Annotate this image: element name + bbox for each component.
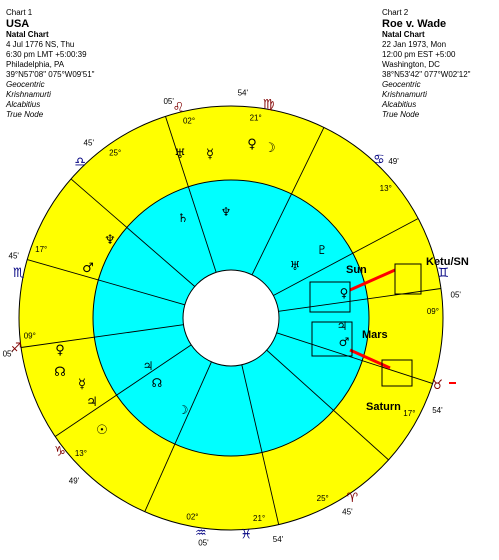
cusp-minute-label: 54' bbox=[237, 88, 249, 98]
planet-icon: ♇ bbox=[316, 243, 328, 257]
planet-icon: ♅ bbox=[174, 147, 186, 162]
cusp-degree-label: 09° bbox=[23, 331, 36, 341]
planet-icon: ♅ bbox=[289, 259, 301, 273]
planet-icon: ♄ bbox=[177, 211, 189, 225]
zodiac-sign-icon: ♏ bbox=[12, 265, 25, 281]
cusp-degree-label: 13° bbox=[379, 184, 392, 194]
zodiac-sign-icon: ♈ bbox=[346, 490, 359, 506]
planet-icon: ♃ bbox=[336, 319, 348, 333]
cusp-minute-label: 05' bbox=[198, 538, 209, 548]
chart1-time: 6:30 pm LMT +5:00:39 bbox=[6, 50, 87, 59]
planet-icon: ♀ bbox=[55, 343, 65, 358]
chart2-date: 22 Jan 1973, Mon bbox=[382, 40, 447, 49]
cusp-minute-label: 49' bbox=[68, 476, 80, 486]
cusp-minute-label: 45' bbox=[83, 138, 94, 148]
chart2-heading: Chart 2 bbox=[382, 8, 409, 17]
chart1-date: 4 Jul 1776 NS, Thu bbox=[6, 40, 75, 49]
chart1-coords: 39°N57'08" 075°W09'51" bbox=[6, 70, 95, 79]
chart2-coords: 38°N53'42" 077°W02'12" bbox=[382, 70, 471, 79]
planet-icon: ♀ bbox=[247, 137, 257, 152]
cusp-degree-label: 17° bbox=[403, 408, 416, 418]
zodiac-sign-icon: ♋ bbox=[373, 152, 385, 168]
planet-icon: ☿ bbox=[78, 377, 86, 392]
chart2-place: Washington, DC bbox=[382, 60, 440, 69]
cusp-minute-label: 05' bbox=[163, 96, 174, 106]
callout-ketu: Ketu/SN bbox=[426, 256, 469, 268]
planet-icon: ♃ bbox=[86, 395, 98, 410]
chart1-name: USA bbox=[6, 18, 30, 30]
callout-saturn: Saturn bbox=[366, 401, 401, 413]
zodiac-sign-icon: ♑ bbox=[54, 444, 66, 460]
cusp-degree-label: 17° bbox=[35, 244, 48, 254]
chart2-type: Natal Chart bbox=[382, 30, 425, 39]
cusp-degree-label: 25° bbox=[316, 493, 329, 503]
chart2-time: 12:00 pm EST +5:00 bbox=[382, 50, 456, 59]
cusp-minute-label: 45' bbox=[8, 251, 19, 261]
planet-icon: ☊ bbox=[54, 365, 66, 380]
planet-icon: ☉ bbox=[96, 423, 108, 438]
cusp-degree-label: 02° bbox=[186, 512, 199, 522]
planet-icon: ☽ bbox=[264, 141, 276, 156]
cusp-degree-label: 02° bbox=[182, 116, 196, 126]
cusp-degree-label: 21° bbox=[249, 113, 262, 123]
chart1-heading: Chart 1 bbox=[6, 8, 33, 17]
zodiac-sign-icon: ♌ bbox=[172, 100, 185, 116]
chart1-option: True Node bbox=[6, 110, 44, 119]
planet-icon: ♀ bbox=[339, 286, 349, 300]
cusp-minute-label: 05' bbox=[2, 349, 14, 359]
callout-mars: Mars bbox=[362, 329, 388, 341]
cusp-degree-label: 13° bbox=[74, 449, 87, 459]
cusp-degree-label: 21° bbox=[253, 514, 266, 524]
chart2-option: Krishnamurti bbox=[382, 90, 427, 99]
planet-icon: ☽ bbox=[177, 403, 189, 417]
chart2-option: Geocentric bbox=[382, 80, 421, 89]
cusp-minute-label: 05' bbox=[450, 290, 461, 300]
chart1-place: Philadelphia, PA bbox=[6, 60, 65, 69]
planet-icon: ♃ bbox=[142, 359, 154, 373]
chart1-option: Krishnamurti bbox=[6, 90, 51, 99]
cusp-minute-label: 54' bbox=[432, 405, 443, 415]
planet-icon: ♆ bbox=[104, 233, 116, 248]
center-circle bbox=[183, 270, 279, 366]
zodiac-sign-icon: ♊ bbox=[437, 265, 450, 281]
zodiac-sign-icon: ♓ bbox=[240, 527, 252, 543]
zodiac-sign-icon: ♍ bbox=[262, 97, 275, 113]
planet-icon: ☊ bbox=[151, 376, 163, 390]
planet-icon: ♂ bbox=[82, 261, 94, 276]
cusp-minute-label: 45' bbox=[342, 507, 353, 517]
planet-icon: ♂ bbox=[338, 335, 350, 349]
planet-icon: ☿ bbox=[206, 147, 214, 162]
cusp-degree-label: 25° bbox=[109, 148, 122, 158]
cusp-degree-label: 09° bbox=[426, 306, 439, 316]
chart1-option: Alcabitius bbox=[6, 100, 41, 109]
cusp-minute-label: 49' bbox=[388, 157, 399, 167]
chart2-option: Alcabitius bbox=[382, 100, 417, 109]
callout-sun: Sun bbox=[346, 264, 367, 276]
chart2-name: Roe v. Wade bbox=[382, 18, 447, 30]
zodiac-sign-icon: ♐ bbox=[10, 341, 22, 357]
planet-icon: ♆ bbox=[220, 205, 232, 219]
zodiac-sign-icon: ♉ bbox=[431, 378, 444, 394]
chart1-option: Geocentric bbox=[6, 80, 45, 89]
cusp-minute-label: 54' bbox=[272, 535, 284, 545]
chart1-type: Natal Chart bbox=[6, 30, 49, 39]
zodiac-sign-icon: ♒ bbox=[194, 525, 207, 541]
chart2-option: True Node bbox=[382, 110, 420, 119]
zodiac-sign-icon: ♎ bbox=[74, 154, 87, 170]
